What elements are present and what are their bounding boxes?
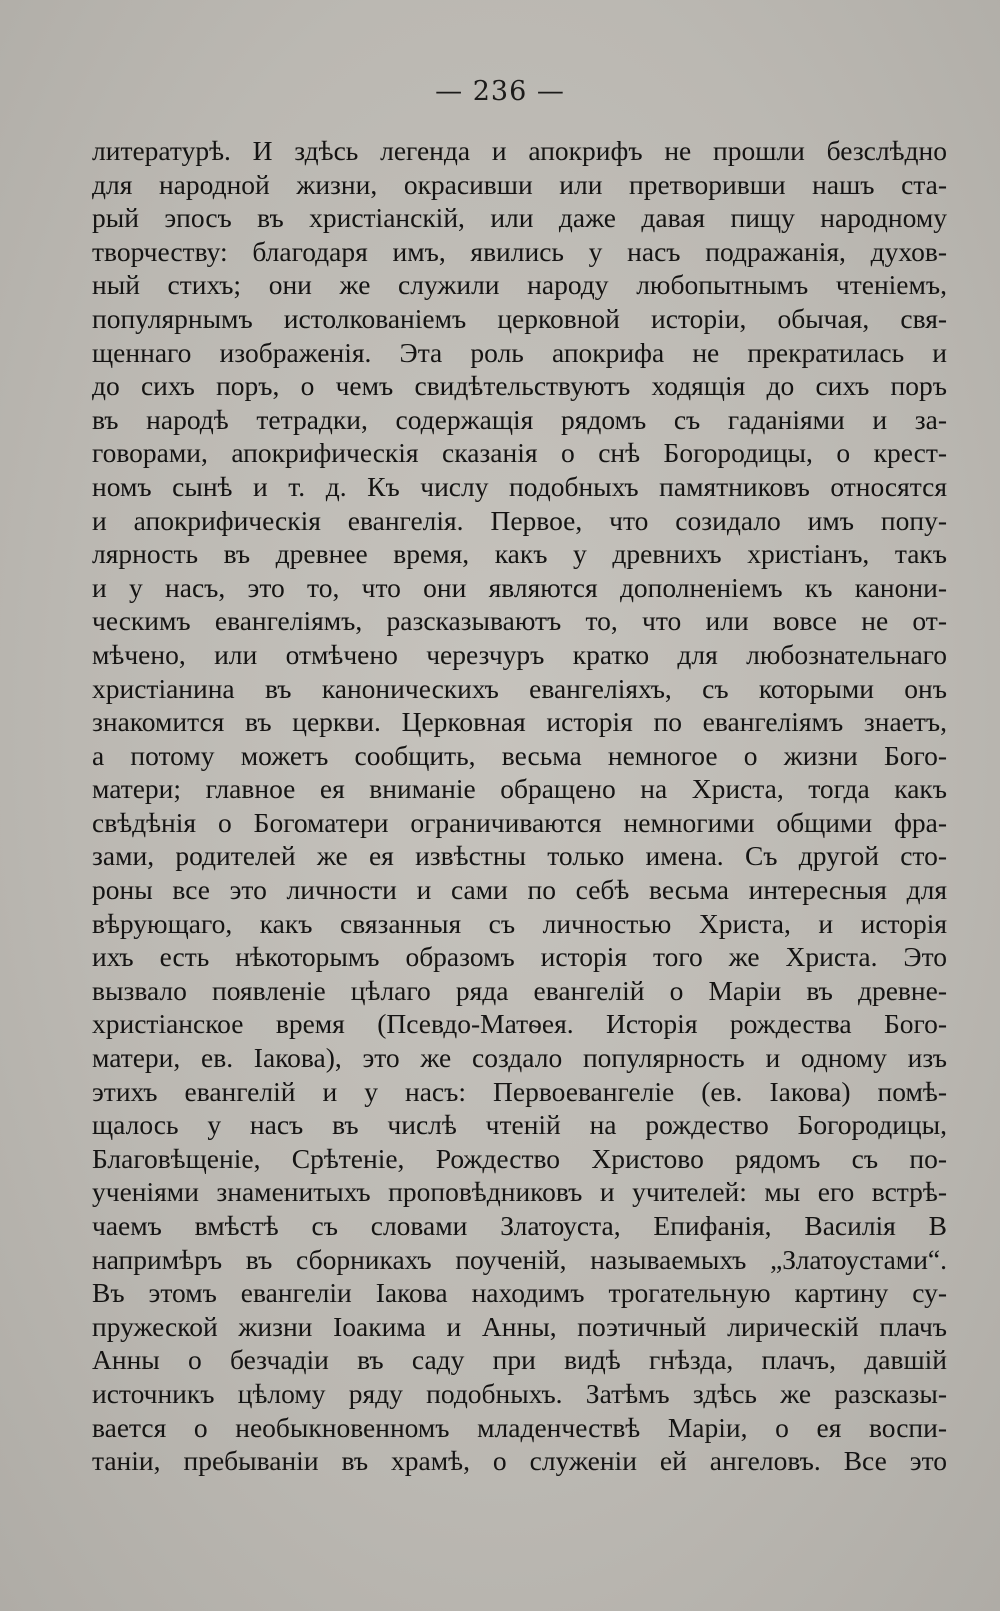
text-line: христіанина въ каноническихъ евангеліяхъ, съ которыми онъ [92,672,947,704]
text-line: вызвало появленіе цѣлаго ряда евангелій о Маріи въ древне- [92,974,947,1006]
text-line: литературѣ. И здѣсь легенда и апокрифъ не прошли безслѣдно [92,135,947,166]
text-line: а потому можетъ сообщить, весьма немногое о жизни Бого- [92,739,947,771]
text-line: номъ сынѣ и т. д. Къ числу подобныхъ памятниковъ относятся [92,470,947,502]
text-line: источникъ цѣлому ряду подобныхъ. Затѣмъ здѣсь же разсказы- [92,1377,947,1409]
text-line: Анны о безчадіи въ саду при видѣ гнѣзда, плачъ, давшій [92,1344,947,1376]
text-line: рый эпосъ въ христіанскій, или даже давая пищу народному [92,202,947,234]
text-line: знакомится въ церкви. Церковная исторія по евангеліямъ знаетъ, [92,706,947,738]
text-line: для народной жизни, окрасивши или претворивши нашъ ста- [92,168,947,200]
text-line: и у насъ, это то, что они являются дополненіемъ къ канони- [92,571,947,603]
text-line: и апокрифическія евангелія. Первое, что созидало имъ попу- [92,504,947,536]
text-line: христіанское время (Псевдо-Матѳея. Исторія рождества Бого- [92,1008,947,1040]
text-line: до сихъ поръ, о чемъ свидѣтельствуютъ ходящія до сихъ поръ [92,370,947,402]
text-line: свѣдѣнія о Богоматери ограничиваются немногими общими фра- [92,806,947,838]
text-line: ученіями знаменитыхъ проповѣдниковъ и учителей: мы его встрѣ- [92,1176,947,1208]
text-line: щеннаго изображенія. Эта роль апокрифа не прекратилась и [92,336,947,368]
text-line: въ народѣ тетрадки, содержащія рядомъ съ гаданіями и за- [92,403,947,435]
text-line: ческимъ евангеліямъ, разсказываютъ то, что или вовсе не от- [92,605,947,637]
text-line: чаемъ вмѣстѣ съ словами Златоуста, Епифанія, Василія В [92,1210,947,1241]
text-line: пружеской жизни Іоакима и Анны, поэтичный лирическій плачъ [92,1310,947,1342]
text-line: Благовѣщеніе, Срѣтеніе, Рождество Христово рядомъ съ по- [92,1142,947,1174]
text-line: роны все это личности и сами по себѣ весьма интересныя для [92,874,947,906]
text-line: вается о необыкновенномъ младенчествѣ Маріи, о ея воспи- [92,1411,947,1443]
text-line: популярнымъ истолкованіемъ церковной исторіи, обычая, свя- [92,302,947,334]
body-text [92,134,947,1478]
text-line: мѣчено, или отмѣчено черезчуръ кратко для любознательнаго [92,638,947,670]
text-line: вѣрующаго, какъ связанныя съ личностью Христа, и исторія [92,907,947,939]
text-line: ный стихъ; они же служили народу любопытнымъ чтеніемъ, [92,269,947,301]
text-line: таніи, пребываніи въ храмѣ, о служеніи ей ангеловъ. Все это [92,1445,947,1477]
text-line: говорами, апокрифическія сказанія о снѣ Богородицы, о крест- [92,437,947,469]
text-line: лярность въ древнее время, какъ у древнихъ христіанъ, такъ [92,538,947,570]
text-line: напримѣръ въ сборникахъ поученій, называемыхъ „Златоустами“. [92,1243,947,1275]
text-line: творчеству: благодаря имъ, явились у насъ подражанія, духов- [92,235,947,267]
text-line: щалось у насъ въ числѣ чтеній на рождество Богородицы, [92,1109,947,1141]
text-line: матери, ев. Іакова), это же создало популярность и одному изъ [92,1042,947,1074]
text-line: матери; главное ея вниманіе обращено на Христа, тогда какъ [92,773,947,805]
text-line: этихъ евангелій и у насъ: Первоевангеліе (ев. Іакова) помѣ- [92,1075,947,1107]
text-line: зами, родителей же ея извѣстны только имена. Съ другой сто- [92,840,947,872]
text-line: ихъ есть нѣкоторымъ образомъ исторія того же Христа. Это [92,941,947,973]
text-line: Въ этомъ евангеліи Іакова находимъ трогательную картину су- [92,1277,947,1309]
page-number: — 236 — [435,76,565,107]
